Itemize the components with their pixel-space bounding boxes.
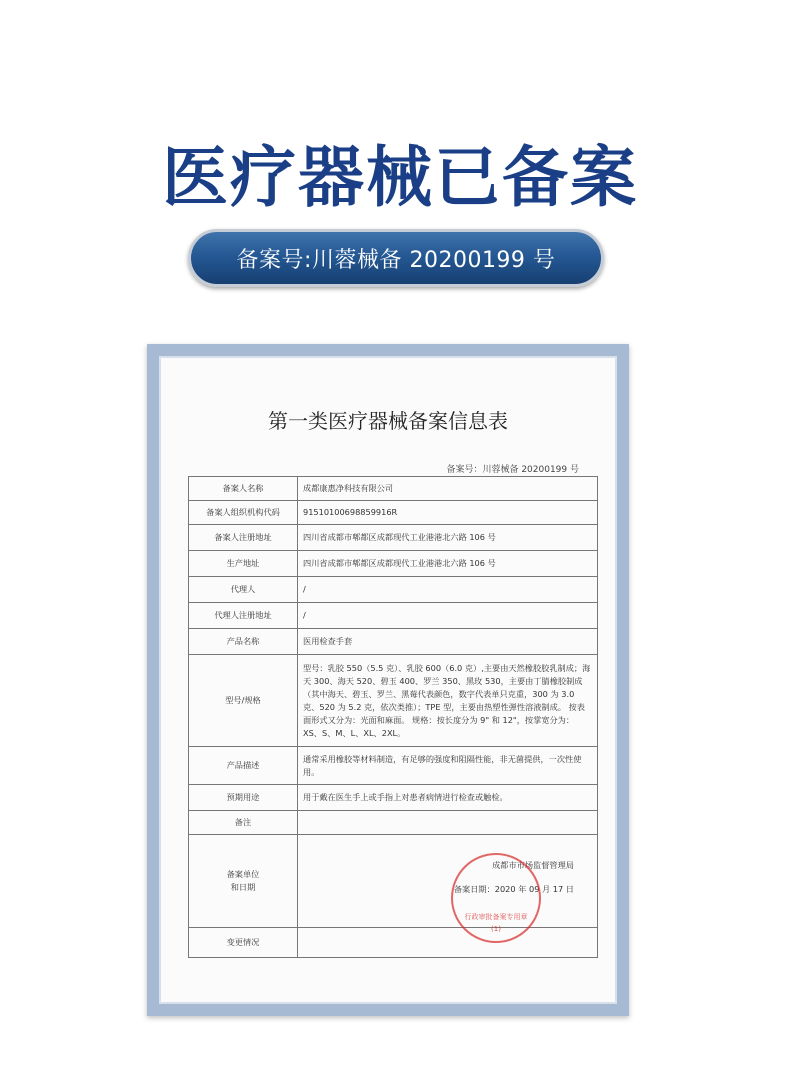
change-label: 变更情况 — [189, 928, 298, 958]
row-label: 备注 — [189, 811, 298, 835]
row-value — [298, 811, 598, 835]
table-row — [189, 655, 598, 747]
row-value: 医用检查手套 — [298, 629, 598, 655]
row-label: 代理人 — [189, 577, 298, 603]
row-label: 预期用途 — [189, 785, 298, 811]
seal-text: 行政审批备案专用章 — [464, 913, 528, 921]
table-row — [189, 551, 598, 577]
row-label: 备案人注册地址 — [189, 525, 298, 551]
table-row — [189, 603, 598, 629]
row-label: 备案人名称 — [189, 477, 298, 501]
row-value: 四川省成都市郫都区成都现代工业港港北六路 106 号 — [298, 551, 598, 577]
table-row — [189, 501, 598, 525]
document-title: 第一类医疗器械备案信息表 — [268, 409, 508, 433]
certificate-frame — [147, 344, 629, 1016]
table-row — [189, 525, 598, 551]
row-value: 91510100698859916R — [298, 501, 598, 525]
table-row — [189, 785, 598, 811]
record-number-banner-text: 备案号:川蓉械备 20200199 号 — [236, 247, 556, 273]
headline: 医疗器械已备案 — [162, 139, 638, 216]
row-value: 四川省成都市郫都区成都现代工业港港北六路 106 号 — [298, 525, 598, 551]
table-row — [189, 477, 598, 501]
row-value: 通常采用橡胶等材料制造，有足够的强度和阻隔性能，非无菌提供，一次性使用。 — [298, 747, 598, 785]
row-value: 用于戴在医生手上或手指上对患者病情进行检查或触检。 — [298, 785, 598, 811]
document-record-number: 备案号：川蓉械备 20200199 号 — [446, 465, 579, 475]
certificate-paper — [159, 356, 617, 1004]
table-row — [189, 747, 598, 785]
row-value: / — [298, 603, 598, 629]
row-label: 备案人组织机构代码 — [189, 501, 298, 525]
row-value: 成都康惠净科技有限公司 — [298, 477, 598, 501]
change-value — [298, 928, 598, 958]
row-label: 产品名称 — [189, 629, 298, 655]
seal-number: (1) — [491, 925, 501, 933]
row-value: / — [298, 577, 598, 603]
filing-unit-label: 备案单位 和日期 — [189, 835, 298, 928]
row-label: 代理人注册地址 — [189, 603, 298, 629]
record-number-banner — [188, 229, 604, 287]
row-label: 生产地址 — [189, 551, 298, 577]
filing-date: 备案日期：2020 年 09 月 17 日 — [453, 884, 574, 894]
filing-unit-cell — [298, 835, 598, 928]
official-seal — [451, 853, 541, 943]
table-row — [189, 629, 598, 655]
row-label: 产品描述 — [189, 747, 298, 785]
row-value: 型号：乳胶 550（5.5 克）、乳胶 600（6.0 克）,主要由天然橡胶胶乳制成；海天 300、海天 520、碧玉 400、罗兰 350、黑玫 530，主要由丁腈橡胶制成（其中海天、碧玉、罗兰、黑莓代表颜色，数字代表单只克重，300 为 3.0 克、520 为 5.2 克，依次类推）；TPE 型，主要由热塑性弹性溶液制成。 按表面形式又分为：光面和麻面。 规格：按长度分为 9" 和 12"，按掌宽分为：XS、S、M、L、XL、2XL。 — [298, 655, 598, 747]
table-row — [189, 811, 598, 835]
filing-unit-name: 成都市市场监督管理局 — [492, 860, 574, 870]
row-label: 型号/规格 — [189, 655, 298, 747]
table-row — [189, 577, 598, 603]
